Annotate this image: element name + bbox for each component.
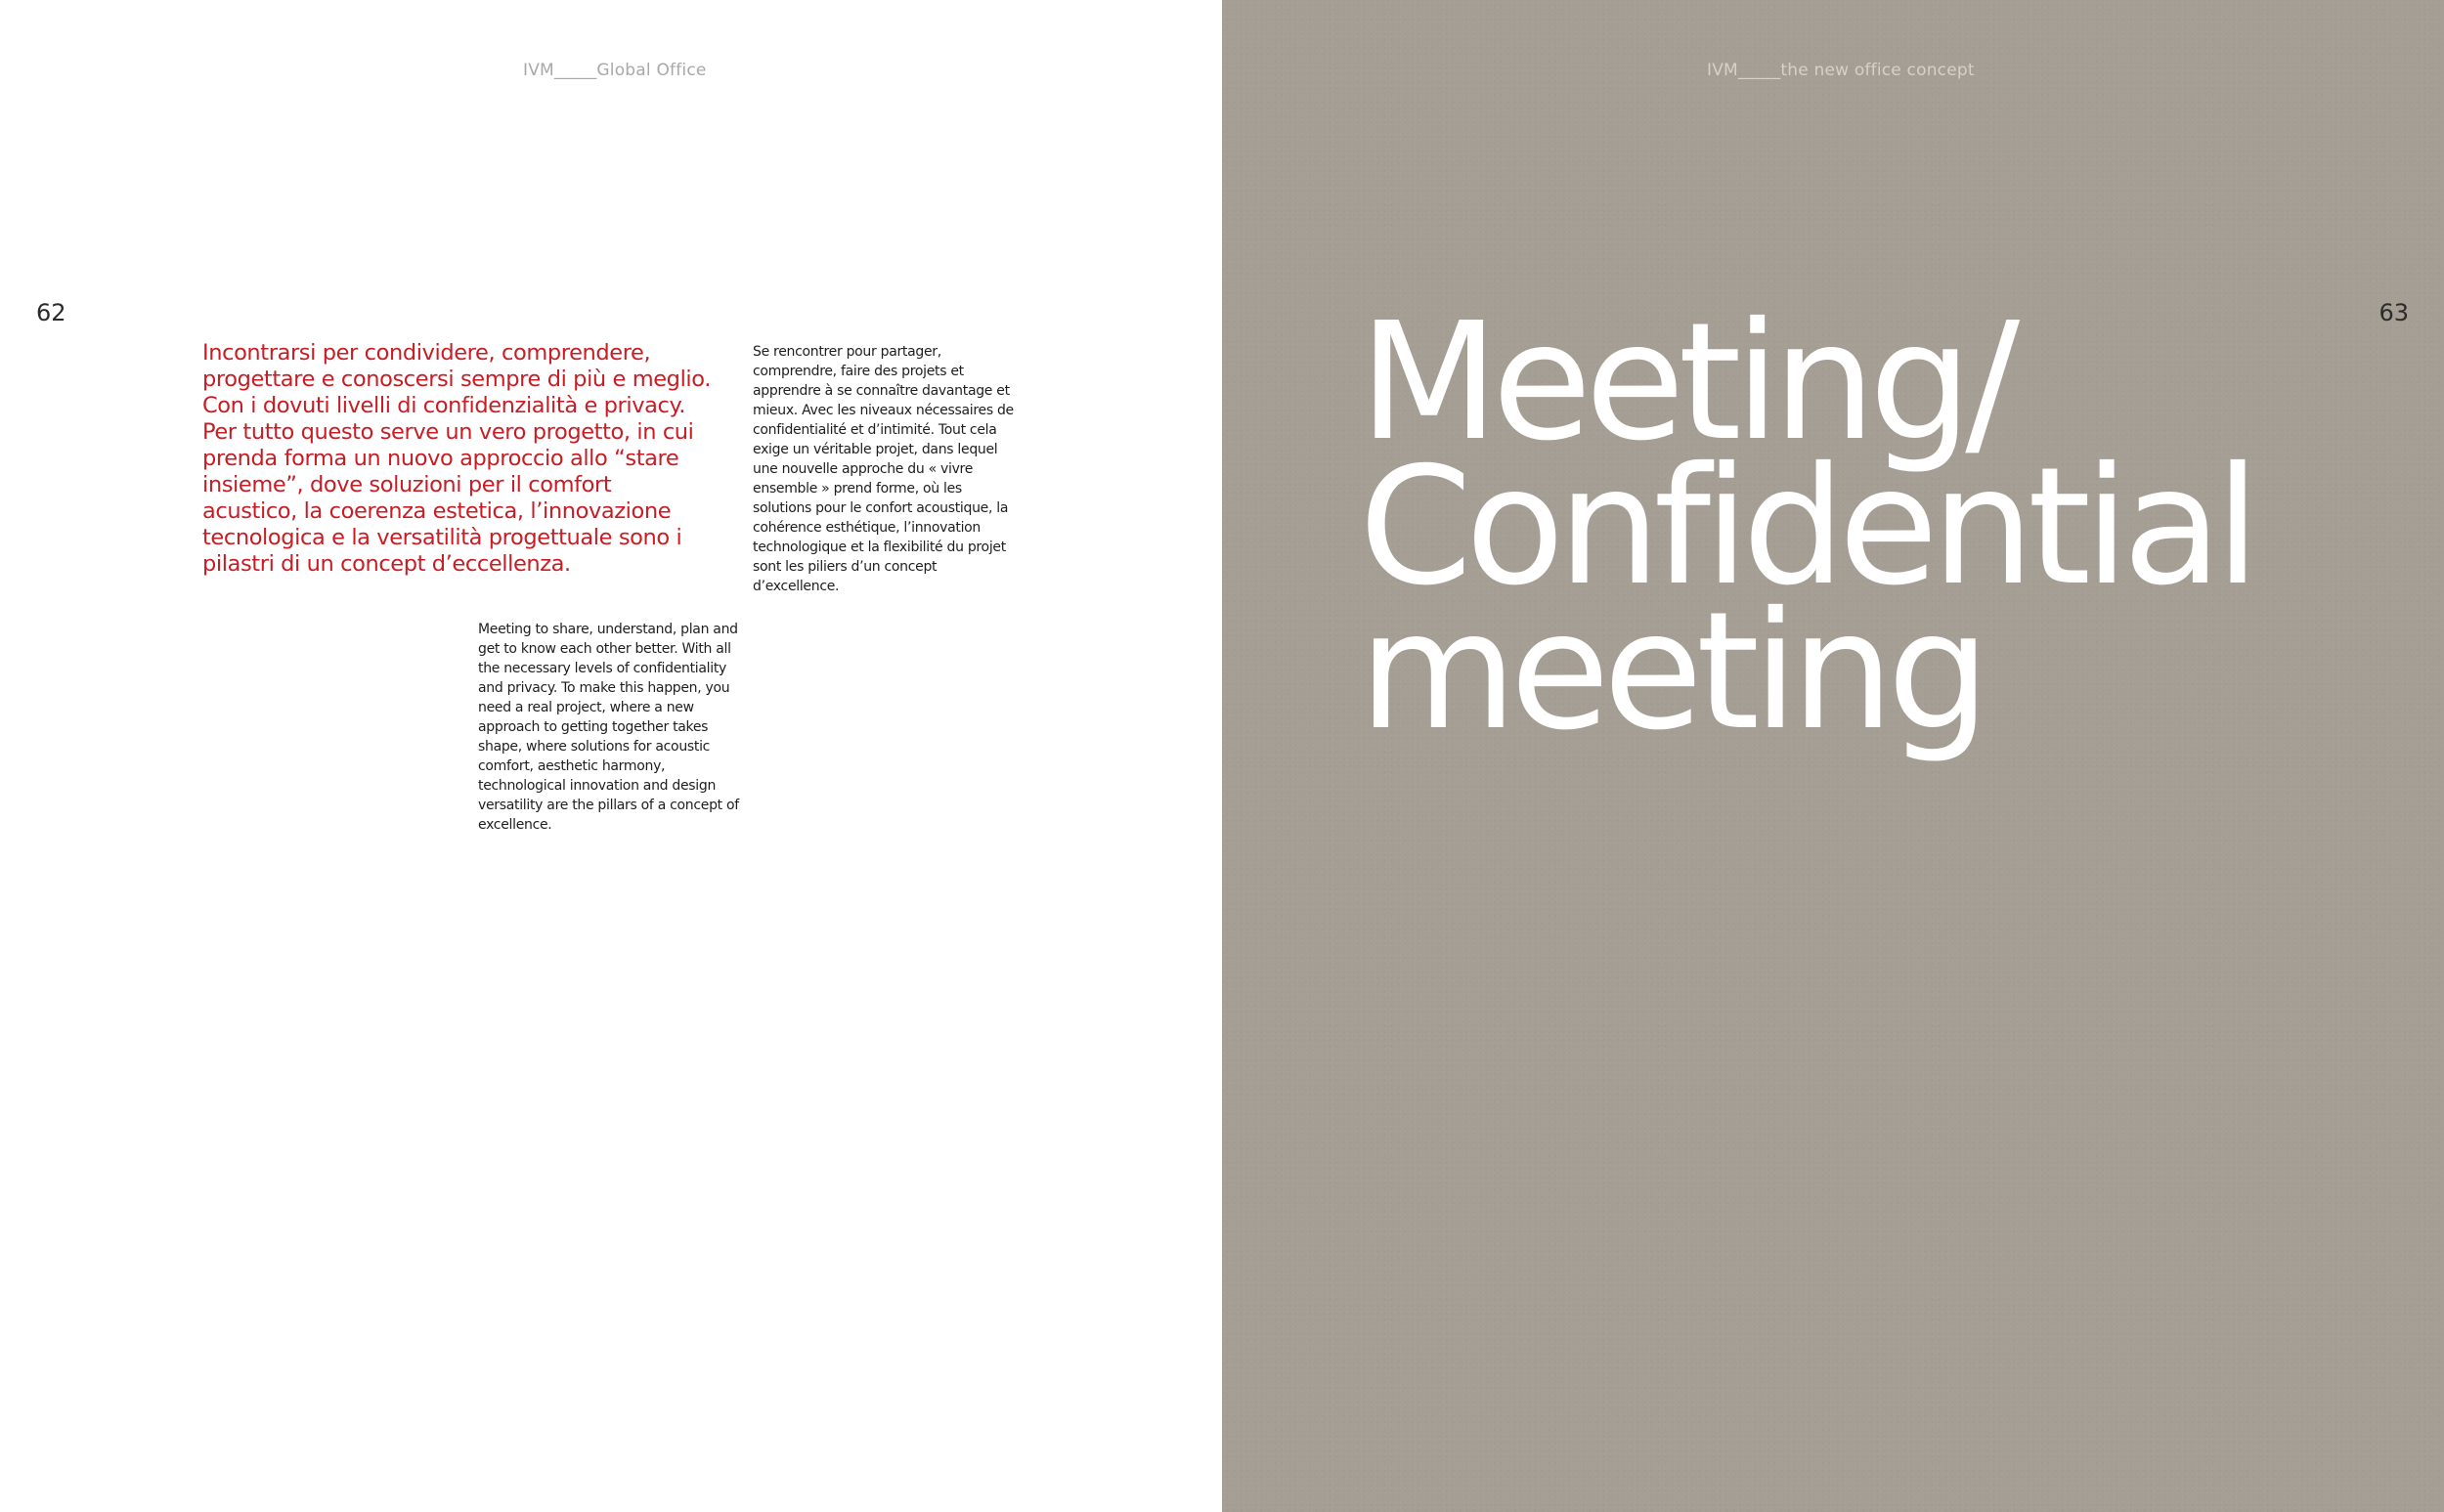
right-page <box>1222 0 2444 1512</box>
english-body-text: Meeting to share, understand, plan and get to know each other better. With all the necessary levels of confidentiality and privacy. To make this happen, you need a real project, where a new approach to getting together takes shape, where solutions for acoustic comfort, aesthetic harmony, technological innovation and design versatility are the pillars of a concept of excellence. <box>478 622 739 833</box>
title-line-3: meeting <box>1359 578 1984 766</box>
title-line-1: Meeting/ <box>1359 288 2014 477</box>
section-title <box>1359 288 2424 766</box>
italian-intro-text: Incontrarsi per condividere, comprendere, progettare e conoscersi sempre di più e meglio. Con i dovuti livelli di confidenzialità e privacy. Per tutto questo serve un vero progetto, in cui prenda forma un nuovo approccio allo “stare insieme”, dove soluzioni per il comfort acustico, la coerenza estetica, l’innovazione tecnologica e la versatilità progettuale sono i pilastri di un concept d’eccellenza. <box>202 340 711 577</box>
left-page-number: 62 <box>36 299 66 326</box>
right-running-head: IVM_____the new office concept <box>1707 61 1975 80</box>
french-body-text: Se rencontrer pour partager, comprendre, faire des projets et apprendre à se connaître davantage et mieux. Avec les niveaux nécessaires de confidentialité et d’intimité. Tout cela exige un véritable projet, dans lequel une nouvelle approche du « vivre ensemble » prend forme, où les solutions pour le confort acoustique, la cohérence esthétique, l’innovation technologique et la flexibilité du projet sont les piliers d’un concept d’excellence. <box>753 344 1014 594</box>
left-running-head: IVM_____Global Office <box>523 61 707 80</box>
right-page-number: 63 <box>2379 299 2409 326</box>
title-line-2: Confidential <box>1359 433 2253 622</box>
